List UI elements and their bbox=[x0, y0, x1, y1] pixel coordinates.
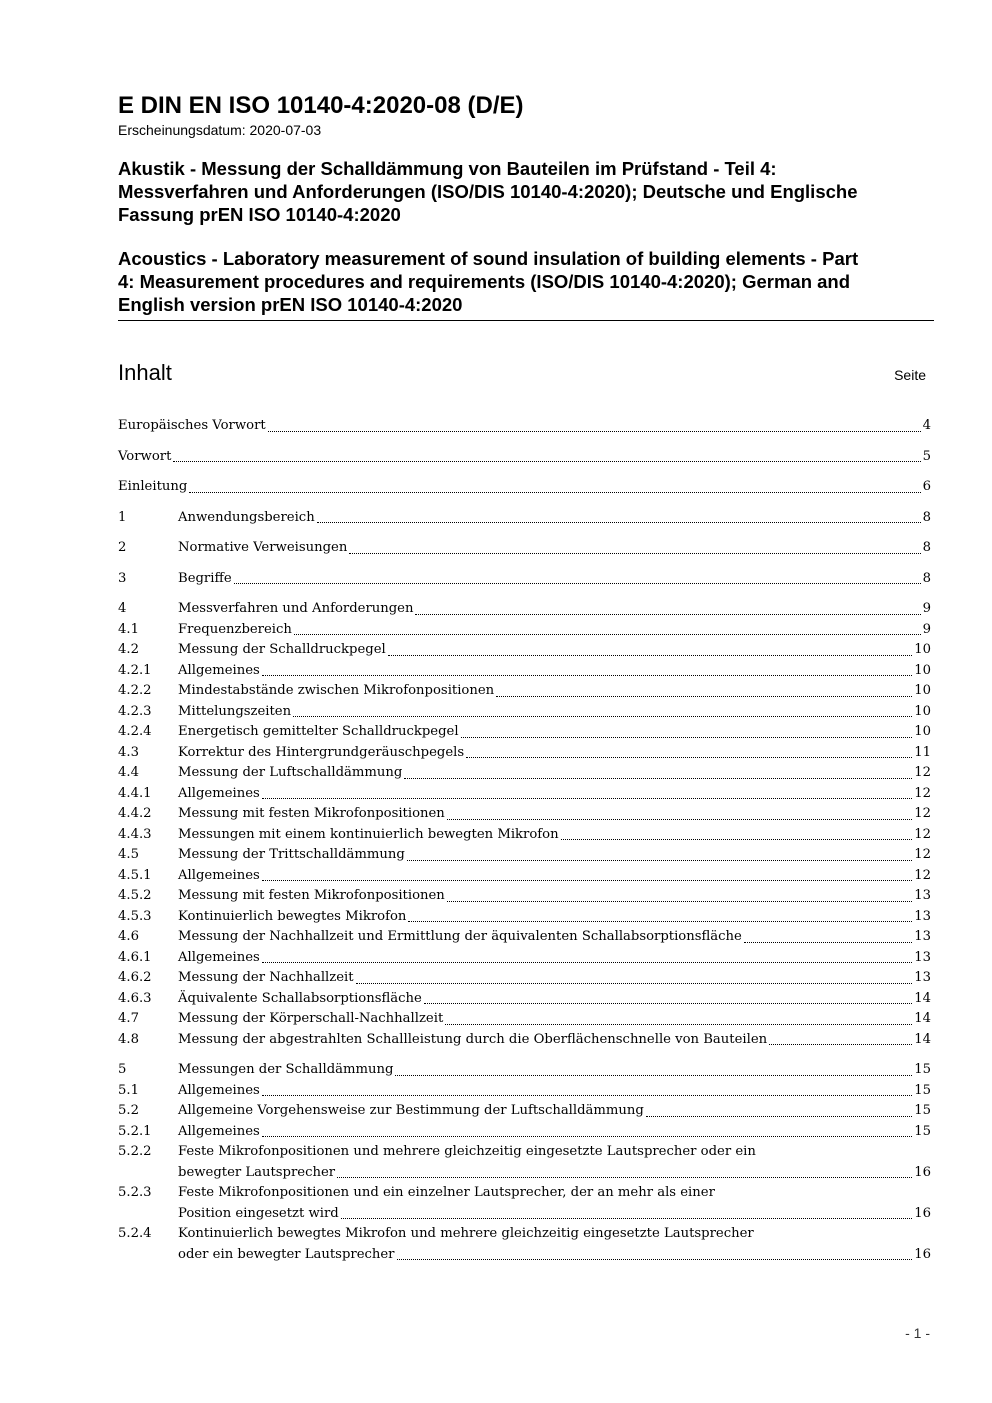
toc-leader-dots bbox=[407, 860, 912, 861]
toc-entry-page: 10 bbox=[914, 662, 931, 678]
toc-entry-number: 4.6.1 bbox=[118, 949, 152, 965]
toc-entry-number: 4.6 bbox=[118, 929, 139, 944]
title-german-line: Akustik - Messung der Schalldämmung von Bauteilen im Prüfstand - Teil 4: bbox=[118, 158, 777, 179]
toc-title: Inhalt bbox=[118, 360, 172, 385]
publication-date: Erscheinungsdatum: 2020-07-03 bbox=[118, 122, 322, 138]
toc-entry[interactable] bbox=[118, 784, 931, 805]
toc-leader-dots bbox=[262, 962, 912, 963]
toc-entry[interactable] bbox=[118, 989, 931, 1010]
toc-leader-dots bbox=[349, 553, 920, 554]
toc-entry-number: 4.8 bbox=[118, 1031, 139, 1047]
toc-entry-page: 4 bbox=[922, 418, 931, 433]
title-german-line: Messverfahren und Anforderungen (ISO/DIS 10140-4:2020); Deutsche und Englische bbox=[118, 181, 858, 202]
toc-entry-page: 15 bbox=[914, 1123, 931, 1139]
toc-entry[interactable] bbox=[118, 1030, 931, 1051]
toc-leader-dots bbox=[561, 839, 913, 840]
toc-entry-number: 4.4.3 bbox=[118, 826, 152, 842]
title-english bbox=[118, 247, 934, 316]
toc-entry-text: Messung der Nachhallzeit bbox=[178, 970, 354, 985]
toc-entry-number: 1 bbox=[118, 509, 127, 525]
toc-leader-dots bbox=[262, 675, 912, 676]
title-german-line: Fassung prEN ISO 10140-4:2020 bbox=[118, 204, 401, 225]
toc-entry-text: Allgemeines bbox=[178, 1082, 260, 1098]
toc-entry[interactable] bbox=[118, 968, 931, 989]
toc-entry[interactable] bbox=[118, 804, 931, 825]
toc-entry-text: Feste Mikrofonpositionen und ein einzelner Lautsprecher, der an mehr als einer bbox=[178, 1185, 715, 1200]
toc-entry-page: 9 bbox=[922, 601, 931, 616]
toc-entry[interactable] bbox=[118, 661, 931, 682]
title-english-line: 4: Measurement procedures and requirements (ISO/DIS 10140-4:2020); German and bbox=[118, 271, 851, 292]
toc-entry-text: Begriffe bbox=[178, 570, 232, 586]
toc-entry-number: 4.6.3 bbox=[118, 990, 152, 1006]
toc-spacer bbox=[118, 467, 931, 477]
toc-entry-number: 4.2.1 bbox=[118, 662, 152, 678]
toc-entry-number: 5.2.3 bbox=[118, 1185, 152, 1200]
toc-entry-number: 4.4.2 bbox=[118, 806, 152, 821]
toc-leader-dots bbox=[262, 880, 912, 881]
toc-spacer bbox=[118, 1050, 931, 1060]
toc-entry-number: 4.5 bbox=[118, 847, 139, 862]
title-german bbox=[118, 157, 934, 226]
title-english-line: English version prEN ISO 10140-4:2020 bbox=[118, 294, 463, 315]
toc-entry-text-continued: Position eingesetzt wird bbox=[178, 1205, 339, 1221]
title-english-line: Acoustics - Laboratory measurement of sound insulation of building elements - Part bbox=[118, 248, 859, 269]
toc-entry-text: Korrektur des Hintergrundgeräuschpegels bbox=[178, 744, 465, 760]
toc-leader-dots bbox=[445, 1024, 912, 1025]
toc-entry-number: 4.5.2 bbox=[118, 888, 152, 903]
toc-leader-dots bbox=[447, 819, 912, 820]
toc-entry-page: 14 bbox=[914, 1011, 931, 1026]
toc-entry[interactable] bbox=[118, 1183, 931, 1224]
toc-entry-number: 2 bbox=[118, 540, 127, 555]
toc-entry[interactable] bbox=[118, 1081, 931, 1102]
toc-entry-page: 12 bbox=[914, 826, 931, 842]
toc-leader-dots bbox=[341, 1218, 912, 1219]
toc-entry-number: 5.1 bbox=[118, 1082, 139, 1098]
toc-entry[interactable] bbox=[118, 620, 931, 641]
toc-entry-text: Allgemeines bbox=[178, 1123, 260, 1139]
page-number: - 1 - bbox=[905, 1325, 930, 1341]
toc-leader-dots bbox=[466, 757, 912, 758]
toc-entry-number: 4.4.1 bbox=[118, 785, 152, 801]
toc-page-label: Seite bbox=[894, 367, 926, 383]
toc-entry[interactable] bbox=[118, 640, 931, 661]
toc-entry-text: Messung der abgestrahlten Schallleistung durch die Oberflächenschnelle von Bauteilen bbox=[178, 1031, 768, 1047]
toc-entry-text: Allgemeine Vorgehensweise zur Bestimmung der Luftschalldämmung bbox=[178, 1103, 644, 1118]
toc-entry-text: Europäisches Vorwort bbox=[118, 418, 266, 433]
toc-entry-text: Einleitung bbox=[118, 479, 188, 494]
toc-entry-page: 16 bbox=[914, 1205, 931, 1221]
table-of-contents bbox=[118, 416, 931, 1265]
toc-entry-number: 3 bbox=[118, 570, 127, 586]
toc-entry-number: 4.2.4 bbox=[118, 724, 152, 739]
toc-entry[interactable] bbox=[118, 1101, 931, 1122]
toc-leader-dots bbox=[262, 1136, 912, 1137]
toc-entry[interactable] bbox=[118, 681, 931, 702]
toc-entry-text: Frequenzbereich bbox=[178, 621, 292, 637]
toc-leader-dots bbox=[395, 1075, 912, 1076]
toc-leader-dots bbox=[388, 655, 912, 656]
toc-entry[interactable] bbox=[118, 927, 931, 948]
toc-entry[interactable] bbox=[118, 722, 931, 743]
toc-entry-text: Mittelungszeiten bbox=[178, 703, 292, 719]
toc-entry-text: Messung der Schalldruckpegel bbox=[178, 642, 386, 657]
toc-entry[interactable] bbox=[118, 1060, 931, 1081]
toc-leader-dots bbox=[461, 737, 913, 738]
toc-entry[interactable] bbox=[118, 1009, 931, 1030]
toc-entry-number: 4.4 bbox=[118, 765, 139, 780]
toc-entry-page: 13 bbox=[914, 888, 931, 903]
toc-entry-page: 15 bbox=[914, 1082, 931, 1098]
toc-entry-text: Messverfahren und Anforderungen bbox=[178, 601, 414, 616]
toc-spacer bbox=[118, 498, 931, 508]
toc-entry[interactable] bbox=[118, 538, 931, 559]
toc-entry-page: 10 bbox=[914, 703, 931, 719]
toc-entry-number: 4.5.1 bbox=[118, 867, 152, 883]
toc-spacer bbox=[118, 589, 931, 599]
toc-heading bbox=[118, 360, 926, 386]
toc-leader-dots bbox=[262, 798, 912, 799]
toc-entry-number: 4.5.3 bbox=[118, 908, 152, 924]
toc-entry-number: 4.2.2 bbox=[118, 683, 152, 698]
toc-entry-number: 4.7 bbox=[118, 1011, 139, 1026]
toc-leader-dots bbox=[397, 1259, 913, 1260]
toc-entry[interactable] bbox=[118, 569, 931, 590]
toc-entry[interactable] bbox=[118, 948, 931, 969]
toc-leader-dots bbox=[447, 901, 912, 902]
toc-entry-page: 14 bbox=[914, 1031, 931, 1047]
toc-entry-page: 6 bbox=[922, 479, 931, 494]
toc-entry-page: 10 bbox=[914, 724, 931, 739]
toc-entry-text: Allgemeines bbox=[178, 662, 260, 678]
toc-entry-number: 4.2.3 bbox=[118, 703, 152, 719]
toc-entry-number: 5.2.2 bbox=[118, 1144, 152, 1159]
toc-entry-page: 9 bbox=[922, 621, 931, 637]
toc-leader-dots bbox=[317, 522, 921, 523]
toc-leader-dots bbox=[496, 696, 912, 697]
toc-entry-number: 4.3 bbox=[118, 744, 139, 760]
toc-leader-dots bbox=[769, 1044, 912, 1045]
toc-entry[interactable] bbox=[118, 1142, 931, 1183]
toc-entry-page: 13 bbox=[914, 929, 931, 944]
toc-entry-page: 13 bbox=[914, 949, 931, 965]
toc-entry[interactable] bbox=[118, 416, 931, 437]
toc-entry-page: 8 bbox=[922, 540, 931, 555]
toc-entry-text: Normative Verweisungen bbox=[178, 540, 348, 555]
toc-leader-dots bbox=[294, 634, 921, 635]
toc-entry-number: 4.6.2 bbox=[118, 970, 152, 985]
toc-entry[interactable] bbox=[118, 866, 931, 887]
toc-entry-text: Feste Mikrofonpositionen und mehrere gleichzeitig eingesetzte Lautsprecher oder ein bbox=[178, 1144, 756, 1159]
toc-entry-text-continued: oder ein bewegter Lautsprecher bbox=[178, 1246, 395, 1262]
toc-leader-dots bbox=[424, 1003, 912, 1004]
toc-leader-dots bbox=[268, 431, 921, 432]
toc-entry[interactable] bbox=[118, 447, 931, 468]
toc-entry-text: Kontinuierlich bewegtes Mikrofon bbox=[178, 908, 407, 924]
toc-entry-page: 13 bbox=[914, 908, 931, 924]
toc-entry-number: 4 bbox=[118, 601, 127, 616]
toc-leader-dots bbox=[356, 983, 913, 984]
toc-entry-text: Mindestabstände zwischen Mikrofonpositionen bbox=[178, 683, 495, 698]
toc-entry-page: 16 bbox=[914, 1164, 931, 1180]
toc-entry-page: 8 bbox=[922, 509, 931, 525]
toc-leader-dots bbox=[234, 583, 921, 584]
toc-entry-page: 12 bbox=[914, 847, 931, 862]
toc-entry-page: 13 bbox=[914, 970, 931, 985]
toc-leader-dots bbox=[408, 921, 912, 922]
toc-entry-text: Äquivalente Schallabsorptionsfläche bbox=[178, 990, 422, 1006]
toc-entry[interactable] bbox=[118, 825, 931, 846]
toc-entry-page: 12 bbox=[914, 867, 931, 883]
toc-spacer bbox=[118, 437, 931, 447]
toc-leader-dots bbox=[262, 1095, 912, 1096]
toc-entry-text: Messung der Körperschall-Nachhallzeit bbox=[178, 1011, 444, 1026]
toc-entry[interactable] bbox=[118, 508, 931, 529]
toc-entry-number: 4.1 bbox=[118, 621, 139, 637]
toc-entry-text: Messung der Trittschalldämmung bbox=[178, 847, 405, 862]
toc-entry-text: Messung mit festen Mikrofonpositionen bbox=[178, 806, 445, 821]
toc-entry-page: 12 bbox=[914, 806, 931, 821]
toc-entry-text: Anwendungsbereich bbox=[178, 509, 315, 525]
toc-entry[interactable] bbox=[118, 743, 931, 764]
toc-entry[interactable] bbox=[118, 1122, 931, 1143]
toc-entry-text: Allgemeines bbox=[178, 867, 260, 883]
toc-entry-page: 12 bbox=[914, 765, 931, 780]
toc-entry-text: Messungen mit einem kontinuierlich bewegten Mikrofon bbox=[178, 826, 559, 842]
toc-entry-page: 10 bbox=[914, 642, 931, 657]
toc-entry-number: 5.2.1 bbox=[118, 1123, 152, 1139]
toc-leader-dots bbox=[404, 778, 912, 779]
toc-entry-page: 10 bbox=[914, 683, 931, 698]
toc-entry-text-continued: bewegter Lautsprecher bbox=[178, 1164, 336, 1180]
toc-leader-dots bbox=[646, 1116, 912, 1117]
toc-leader-dots bbox=[189, 492, 920, 493]
toc-entry-number: 5 bbox=[118, 1062, 127, 1077]
toc-entry-text: Kontinuierlich bewegtes Mikrofon und mehrere gleichzeitig eingesetzte Lautsprecher bbox=[178, 1226, 754, 1241]
toc-spacer bbox=[118, 528, 931, 538]
toc-entry[interactable] bbox=[118, 886, 931, 907]
toc-entry-text: Messung der Nachhallzeit und Ermittlung der äquivalenten Schallabsorptionsfläche bbox=[178, 929, 742, 944]
toc-entry[interactable] bbox=[118, 907, 931, 928]
toc-entry-text: Allgemeines bbox=[178, 949, 260, 965]
toc-entry-page: 15 bbox=[914, 1062, 931, 1077]
header-divider bbox=[118, 320, 934, 321]
toc-entry-page: 14 bbox=[914, 990, 931, 1006]
toc-entry-text: Energetisch gemittelter Schalldruckpegel bbox=[178, 724, 459, 739]
toc-entry-page: 12 bbox=[914, 785, 931, 801]
toc-leader-dots bbox=[744, 942, 912, 943]
toc-entry-text: Messung mit festen Mikrofonpositionen bbox=[178, 888, 445, 903]
toc-entry-page: 11 bbox=[914, 744, 931, 760]
toc-entry-text: Allgemeines bbox=[178, 785, 260, 801]
toc-entry-number: 5.2.4 bbox=[118, 1226, 152, 1241]
toc-entry-page: 5 bbox=[922, 448, 931, 464]
toc-entry[interactable] bbox=[118, 599, 931, 620]
toc-entry-page: 15 bbox=[914, 1103, 931, 1118]
toc-entry[interactable] bbox=[118, 702, 931, 723]
toc-entry-page: 8 bbox=[922, 570, 931, 586]
toc-entry-text: Messung der Luftschalldämmung bbox=[178, 765, 403, 780]
toc-spacer bbox=[118, 559, 931, 569]
toc-entry-number: 5.2 bbox=[118, 1103, 139, 1118]
toc-entry-text: Messungen der Schalldämmung bbox=[178, 1062, 394, 1077]
toc-entry-text: Vorwort bbox=[118, 448, 172, 464]
toc-entry-page: 16 bbox=[914, 1246, 931, 1262]
toc-leader-dots bbox=[415, 614, 920, 615]
toc-entry[interactable] bbox=[118, 845, 931, 866]
document-header bbox=[118, 92, 934, 316]
toc-entry[interactable] bbox=[118, 763, 931, 784]
toc-leader-dots bbox=[173, 461, 920, 462]
toc-entry[interactable] bbox=[118, 1224, 931, 1265]
document-id: E DIN EN ISO 10140-4:2020-08 (D/E) bbox=[118, 92, 524, 119]
toc-entry[interactable] bbox=[118, 477, 931, 498]
toc-entry-number: 4.2 bbox=[118, 642, 139, 657]
toc-leader-dots bbox=[337, 1177, 912, 1178]
toc-leader-dots bbox=[293, 716, 912, 717]
